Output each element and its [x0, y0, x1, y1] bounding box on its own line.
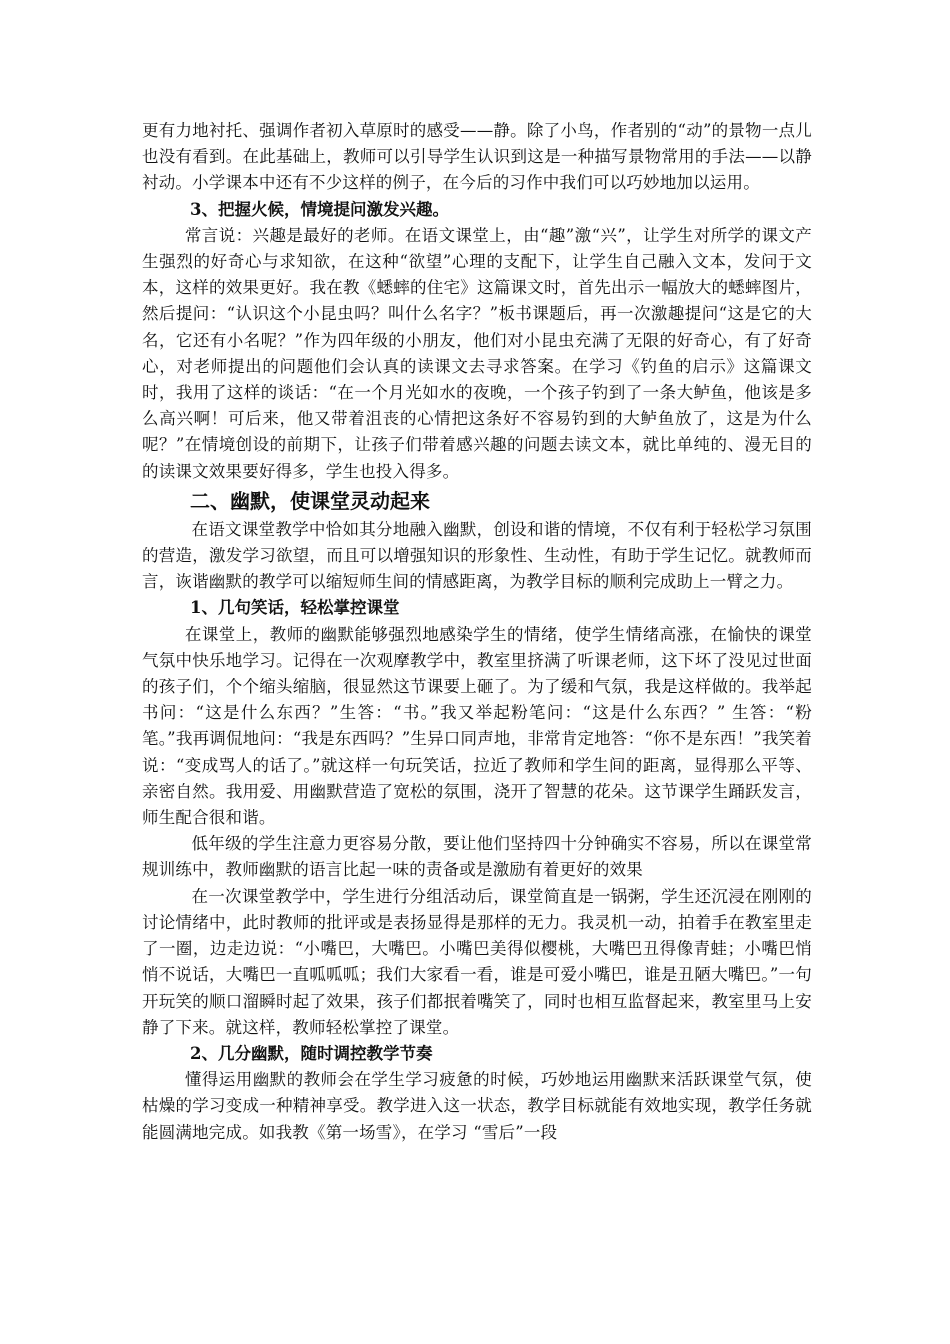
heading-3-situational-questions: 3、把握火候，情境提问激发兴趣。: [190, 199, 449, 219]
paragraph-interest-teacher: 常言说：兴趣是最好的老师。在语文课堂上，由“趣”激“兴”，让学生对所学的课文产生强烈的好奇心与求知欲，在这种“欲望”心理的支配下，让学生自己融入文本，发问于文本，这样的效果更好。我在教《蟋蟀的住宅》这篇课文时，首先出示一幅放大的蟋蟀图片，然后提问：“认识这个小昆虫吗？叫什么名字？”板书课题后，再一次激趣提问“这是它的大名，它还有小名呢？”作为四年级的小朋友，他们对小昆虫充满了无限的好奇心，有了好奇心，对老师提出的问题他们会认真的读课文去寻求答案。在学习《钓鱼的启示》这篇课文时，我用了这样的谈话：“在一个月光如水的夜晚，一个孩子钓到了一条大鲈鱼，他该是多么高兴啊！可后来，他又带着沮丧的心情把这条好不容易钓到的大鲈鱼放了，这是为什么呢？”在情境创设的前期下，让孩子们带着感兴趣的问题去读文本，就比单纯的、漫无目的的读课文效果要好得多，学生也投入得多。: [142, 225, 812, 481]
paragraph-static-contrast: 更有力地衬托、强调作者初入草原时的感受——静。除了小鸟，作者别的“动”的景物一点儿也没有看到。在此基础上，教师可以引导学生认识到这是一种描写景物常用的手法——以静衬动。小学课本中还有不少这样的例子，在今后的习作中我们可以巧妙地加以运用。: [142, 121, 812, 193]
paragraph-first-snow: 懂得运用幽默的教师会在学生学习疲惫的时候，巧妙地运用幽默来活跃课堂气氛，使枯燥的学习变成一种精神享受。教学进入这一状态，教学目标就能有效地实现，教学任务就能圆满地完成。如我教《第一场雪》，在学习 “雪后”一段: [142, 1070, 812, 1142]
paragraph-humor-intro: 在语文课堂教学中恰如其分地融入幽默，创设和谐的情境，不仅有利于轻松学习氛围的营造，激发学习欲望，而且可以增强知识的形象性、生动性，有助于学生记忆。就教师而言，诙谐幽默的教学可以缩短师生间的情感距离，为教学目标的顺利完成助上一臂之力。: [142, 519, 812, 592]
paragraph-classroom-joke: 在课堂上，教师的幽默能够强烈地感染学生的情绪，使学生情绪高涨，在愉快的课堂气氛中快乐地学习。记得在一次观摩教学中，教室里挤满了听课老师，这下坏了没见过世面的孩子们，个个缩头缩脑，很显然这节课要上砸了。为了缓和气氛，我是这样做的。我举起书问：“这是什么东西？”生答：“书。”我又举起粉笔问：“这是什么东西？” 生答：“粉笔。”我再调侃地问：“我是东西吗？”生异口同声地，非常肯定地答：“你不是东西！”我笑着说：“变成骂人的话了。”就这样一句玩笑话，拉近了教师和学生间的距离，显得那么平等、亲密自然。我用爱、用幽默营造了宽松的氛围，浇开了智慧的花朵。这节课学生踊跃发言，师生配合很和谐。: [142, 624, 812, 828]
heading-2-humor: 二、幽默，使课堂灵动起来: [190, 488, 430, 513]
paragraph-lower-grade: 低年级的学生注意力更容易分散，要让他们坚持四十分钟确实不容易，所以在课堂常规训练中，教师幽默的语言比起一味的责备或是激励有着更好的效果: [142, 834, 812, 880]
heading-3-jokes: 1、几句笑话，轻松掌控课堂: [190, 598, 400, 618]
paragraph-small-mouth: 在一次课堂教学中，学生进行分组活动后，课堂简直是一锅粥，学生还沉浸在刚刚的讨论情绪中，此时教师的批评或是表扬显得是那样的无力。我灵机一动，拍着手在教室里走了一圈，边走边说：“小嘴巴，大嘴巴。小嘴巴美得似樱桃，大嘴巴丑得像青蛙；小嘴巴悄悄不说话，大嘴巴一直呱呱呱；我们大家看一看，谁是可爱小嘴巴，谁是丑陋大嘴巴。”一句开玩笑的顺口溜瞬时起了效果，孩子们都抿着嘴笑了，同时也相互监督起来，教室里马上安静了下来。就这样，教师轻松掌控了课堂。: [142, 886, 812, 1037]
document-page: [142, 118, 812, 1146]
heading-3-humor-rhythm: 2、几分幽默，随时调控教学节奏: [190, 1043, 433, 1063]
